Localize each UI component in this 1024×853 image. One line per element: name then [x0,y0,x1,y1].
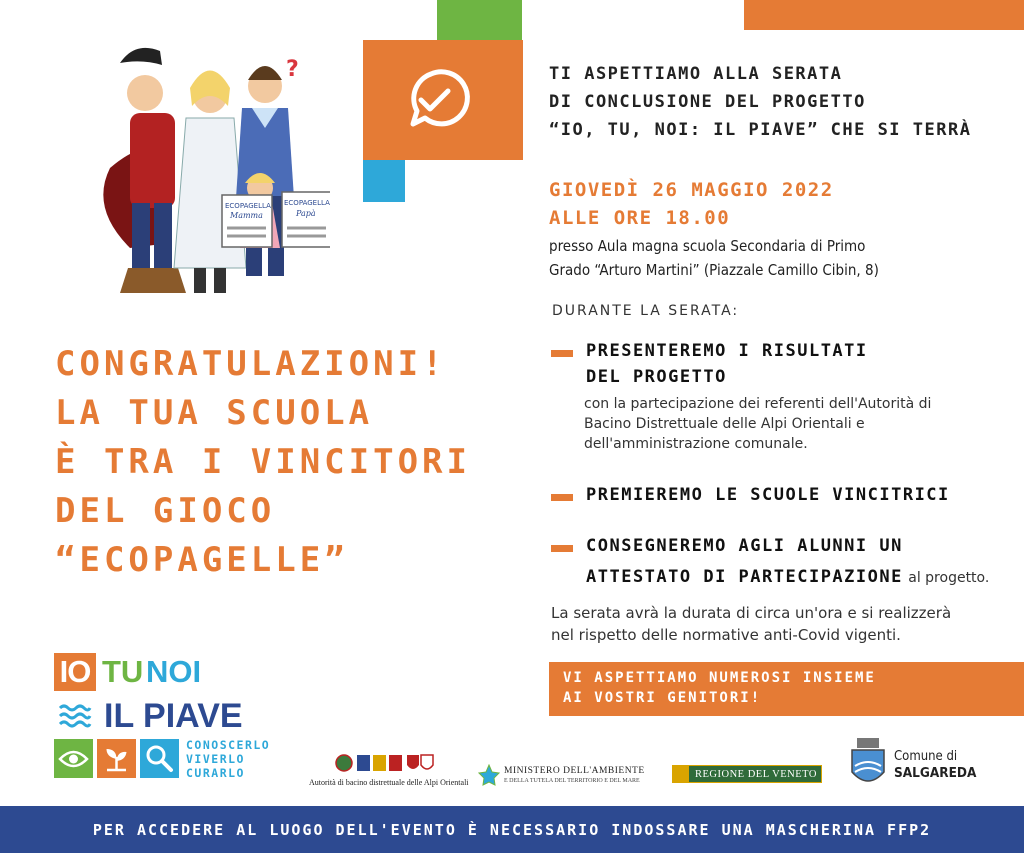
cartoon-illustration [90,18,330,308]
orange-top-bar [744,0,1024,30]
salgareda-crest-icon [849,738,887,790]
logo-tu: TU [102,654,144,689]
congrats-line-4: DEL GIOCO [55,491,276,531]
bullet-1-text-line-1: con la partecipazione dei referenti dell'Autorità di [584,396,932,412]
invite-band [549,662,1024,716]
bullet-2-title: PREMIEREMO LE SCUOLE VINCITRICI [586,485,950,505]
invite-line-1: VI ASPETTIAMO NUMEROSI INSIEME [563,670,876,686]
during-label: DURANTE LA SERATA: [552,303,740,319]
intro-line-1: TI ASPETTIAMO ALLA SERATA [549,64,843,84]
svg-text:?: ? [286,57,299,82]
bullet-dash-1 [551,350,573,357]
bullet-1-text [584,394,1004,454]
bullet-3-title-line-2-wrap [586,564,989,591]
sign-left-title: ECOPAGELLA [225,202,271,210]
bullet-3-title-line-1: CONSEGNEREMO AGLI ALUNNI UN [586,536,903,556]
waves-icon [58,701,92,731]
bullet-3-tail: al progetto. [908,570,990,586]
bullet-1-title-line-2: DEL PROGETTO [586,367,727,387]
bullet-3-title-line-2: ATTESTATO DI PARTECIPAZIONE [586,567,903,587]
congrats-line-2: LA TUA SCUOLA [55,393,374,433]
closing-line-2: nel rispetto delle normative anti-Covid vigenti. [551,626,901,644]
invite-line-2: AI VOSTRI GENITORI! [563,690,762,706]
motto-line-3: CURARLO [186,766,245,780]
venue-line-2: Grado “Arturo Martini” (Piazzale Camillo Cibin, 8) [549,261,879,279]
bullet-1-title [586,338,868,390]
congrats-line-5: “ECOPAGELLE” [55,540,349,580]
comune-line-2: SALGAREDA [894,765,977,781]
blue-decor-block [363,160,405,202]
event-time: ALLE ORE 18.00 [549,207,731,229]
sign-right-title: ECOPAGELLA [284,199,330,207]
magnifier-icon [140,739,179,778]
regione-veneto-logo [672,765,822,783]
autorita-crests [335,752,435,774]
event-venue [549,234,1019,282]
ministero-line-1: MINISTERO DELL'AMBIENTE [504,766,645,776]
lion-icon [673,766,689,782]
event-datetime [549,176,1009,232]
ministero-line-2: E DELLA TUTELA DEL TERRITORIO E DEL MARE [504,778,640,784]
sign-right-name: Papà [296,209,316,218]
star-icon [478,764,500,786]
intro-line-3: “IO, TU, NOI: IL PIAVE” CHE SI TERRÀ [549,120,972,140]
bullet-1-text-line-3: dell'amministrazione comunale. [584,436,808,452]
venue-line-1: presso Aula magna scuola Secondaria di Primo [549,237,866,255]
regione-label: REGIONE DEL VENETO [695,768,817,780]
logo-noi: NOI [146,654,202,689]
eye-icon [54,739,93,778]
event-date: GIOVEDÌ 26 MAGGIO 2022 [549,179,834,201]
sign-left-name: Mamma [230,211,263,220]
closing-note [551,602,1011,646]
intro-line-2: DI CONCLUSIONE DEL PROGETTO [549,92,866,112]
sprout-icon [97,739,136,778]
bullet-dash-3 [551,545,573,552]
motto-line-1: CONOSCERLO [186,738,271,752]
mask-notice-text: PER ACCEDERE AL LUOGO DELL'EVENTO È NECESSARIO INDOSSARE UNA MASCHERINA FFP2 [92,820,932,839]
closing-line-1: La serata avrà la durata di circa un'ora e si realizzerà [551,604,952,622]
bullet-1-text-line-2: Bacino Distrettuale delle Alpi Orientali e [584,416,865,432]
congratulations-headline [55,340,475,585]
intro-heading [549,60,1009,144]
bullet-1-title-line-1: PRESENTEREMO I RISULTATI [586,341,868,361]
orange-check-block [363,40,523,160]
comune-line-1: Comune di [894,749,958,764]
logo-piave: IL PIAVE [104,697,243,735]
check-speech-bubble-icon [363,40,523,160]
congrats-line-1: CONGRATULAZIONI! [55,344,447,384]
logo-motto [186,738,270,780]
logo-io: IO [54,653,96,691]
autorita-label: Autorità di bacino distrettuale delle Alpi Orientali [309,778,469,787]
bullet-dash-2 [551,494,573,501]
mask-notice-bar [0,806,1024,853]
motto-line-2: VIVERLO [186,752,245,766]
congrats-line-3: È TRA I VINCITORI [55,442,471,482]
